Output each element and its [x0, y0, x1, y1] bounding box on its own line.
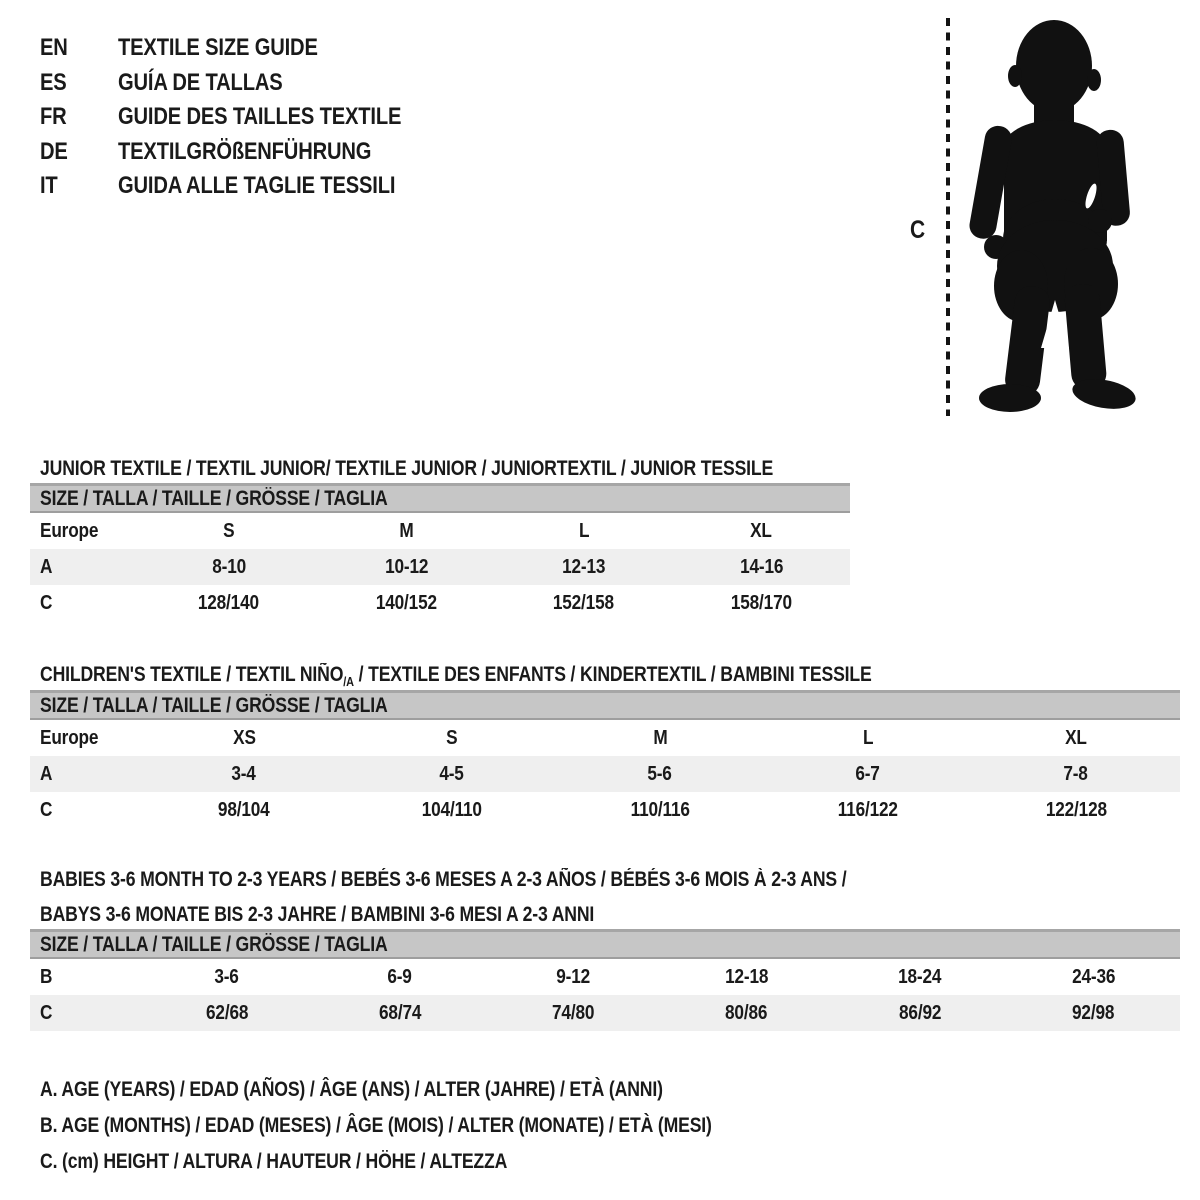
cell: 3-6: [214, 965, 239, 988]
row-label: C: [40, 1001, 53, 1024]
cell: 6-9: [387, 965, 413, 988]
row-label: C: [40, 798, 53, 821]
table-row: [30, 792, 1180, 828]
legend-line-c-text: C. (cm) HEIGHT / ALTURA / HAUTEUR / HÖHE / ALTEZZA: [40, 1150, 508, 1173]
row-label: A: [40, 762, 53, 785]
language-title-list: [40, 31, 455, 204]
lang-title-de: TEXTILGRÖßENFÜHRUNG: [118, 137, 372, 165]
lang-title-it: GUIDA ALLE TAGLIE TESSILI: [118, 172, 396, 200]
cell: 6-7: [855, 762, 881, 785]
babies-title-line2: BABYS 3-6 MONATE BIS 2-3 JAHRE / BAMBINI 3-6 MESI A 2-3 ANNI: [40, 903, 595, 927]
cell: 116/122: [837, 798, 899, 821]
cell: 12-13: [562, 555, 606, 578]
legend-line-b-text: B. AGE (MONTHS) / EDAD (MESES) / ÂGE (MOIS) / ALTER (MONATE) / ETÀ (MESI): [40, 1114, 712, 1137]
babies-size-band: [30, 929, 1180, 959]
row-label: B: [40, 965, 53, 988]
cell: 110/116: [630, 798, 690, 821]
cell: 98/104: [218, 798, 270, 821]
lang-row-en: [40, 31, 455, 66]
lang-code-it: IT: [40, 172, 58, 200]
row-label: Europe: [40, 726, 99, 749]
lang-code-es: ES: [40, 68, 67, 96]
height-measure-label: C: [910, 216, 926, 244]
babies-size-table: [30, 929, 1180, 1031]
cell: 12-18: [725, 965, 769, 988]
cell: 158/170: [730, 591, 792, 614]
lang-row-fr: [40, 100, 455, 135]
cell: 62/68: [205, 1001, 248, 1024]
table-row: [30, 756, 1180, 792]
cell: 3-4: [231, 762, 257, 785]
cell: 14-16: [739, 555, 783, 578]
legend-line-a: [40, 1072, 840, 1108]
cell: XL: [750, 519, 773, 542]
cell: 10-12: [384, 555, 428, 578]
row-label: A: [40, 555, 53, 578]
table-row: [30, 513, 850, 549]
lang-title-es: GUÍA DE TALLAS: [118, 68, 283, 96]
cell: XL: [1065, 726, 1087, 749]
cell: L: [862, 726, 874, 749]
cell: S: [446, 726, 458, 749]
babies-section-title: [40, 862, 1000, 932]
cell: 68/74: [378, 1001, 422, 1024]
junior-section-title: [40, 451, 913, 486]
cell: S: [223, 519, 235, 542]
cell: 74/80: [552, 1001, 595, 1024]
children-size-band-text: SIZE / TALLA / TAILLE / GRÖSSE / TAGLIA: [40, 693, 388, 717]
cell: XS: [232, 726, 256, 749]
cell: 8-10: [211, 555, 246, 578]
lang-title-en: TEXTILE SIZE GUIDE: [118, 34, 318, 62]
table-row: [30, 959, 1180, 995]
cell: 5-6: [647, 762, 673, 785]
cell: 9-12: [556, 965, 591, 988]
children-size-band: [30, 690, 1180, 720]
babies-size-band-text: SIZE / TALLA / TAILLE / GRÖSSE / TAGLIA: [40, 932, 388, 956]
cell: 140/152: [375, 591, 437, 614]
cell: 92/98: [1072, 1001, 1115, 1024]
cell: 122/128: [1045, 798, 1107, 821]
cell: 24-36: [1071, 965, 1115, 988]
table-row: [30, 549, 850, 585]
cell: L: [578, 519, 589, 542]
legend-line-c: [40, 1144, 840, 1180]
legend-line-a-text: A. AGE (YEARS) / EDAD (AÑOS) / ÂGE (ANS) / ALTER (JAHRE) / ETÀ (ANNI): [40, 1078, 663, 1101]
cell: 152/158: [553, 591, 615, 614]
toddler-silhouette-icon: [958, 14, 1148, 418]
lang-row-it: [40, 169, 455, 204]
table-row: [30, 995, 1180, 1031]
measure-legend: [40, 1072, 840, 1180]
row-label: C: [40, 591, 53, 614]
cell: M: [399, 519, 414, 542]
height-measure-dashed-line: [944, 16, 952, 418]
cell: 104/110: [421, 798, 483, 821]
table-row: [30, 720, 1180, 756]
cell: 80/86: [725, 1001, 768, 1024]
children-title-post: / TEXTILE DES ENFANTS / KINDERTEXTIL / BAMBINI TESSILE: [353, 663, 872, 687]
babies-title-line1: BABIES 3-6 MONTH TO 2-3 YEARS / BEBÉS 3-6 MESES A 2-3 AÑOS / BÉBÉS 3-6 MOIS À 2-3 ANS /: [40, 868, 847, 892]
table-row: [30, 585, 850, 621]
children-size-table: [30, 690, 1180, 828]
row-label: Europe: [40, 519, 99, 542]
cell: M: [652, 726, 668, 749]
legend-line-b: [40, 1108, 840, 1144]
junior-size-band: [30, 483, 850, 513]
children-title-pre: CHILDREN'S TEXTILE / TEXTIL NIÑO: [40, 663, 344, 687]
cell: 4-5: [439, 762, 465, 785]
cell: 128/140: [198, 591, 260, 614]
lang-row-es: [40, 66, 455, 101]
lang-title-fr: GUIDE DES TAILLES TEXTILE: [118, 103, 402, 131]
lang-code-en: EN: [40, 34, 68, 62]
cell: 7-8: [1063, 762, 1089, 785]
junior-size-table: [30, 483, 850, 621]
lang-code-de: DE: [40, 137, 68, 165]
children-title-sub: /A: [343, 674, 354, 690]
junior-size-band-text: SIZE / TALLA / TAILLE / GRÖSSE / TAGLIA: [40, 486, 388, 510]
cell: 86/92: [898, 1001, 942, 1024]
junior-section-title-text: JUNIOR TEXTILE / TEXTIL JUNIOR/ TEXTILE JUNIOR / JUNIORTEXTIL / JUNIOR TESSILE: [40, 457, 774, 481]
lang-row-de: [40, 135, 455, 170]
cell: 18-24: [898, 965, 942, 988]
lang-code-fr: FR: [40, 103, 67, 131]
